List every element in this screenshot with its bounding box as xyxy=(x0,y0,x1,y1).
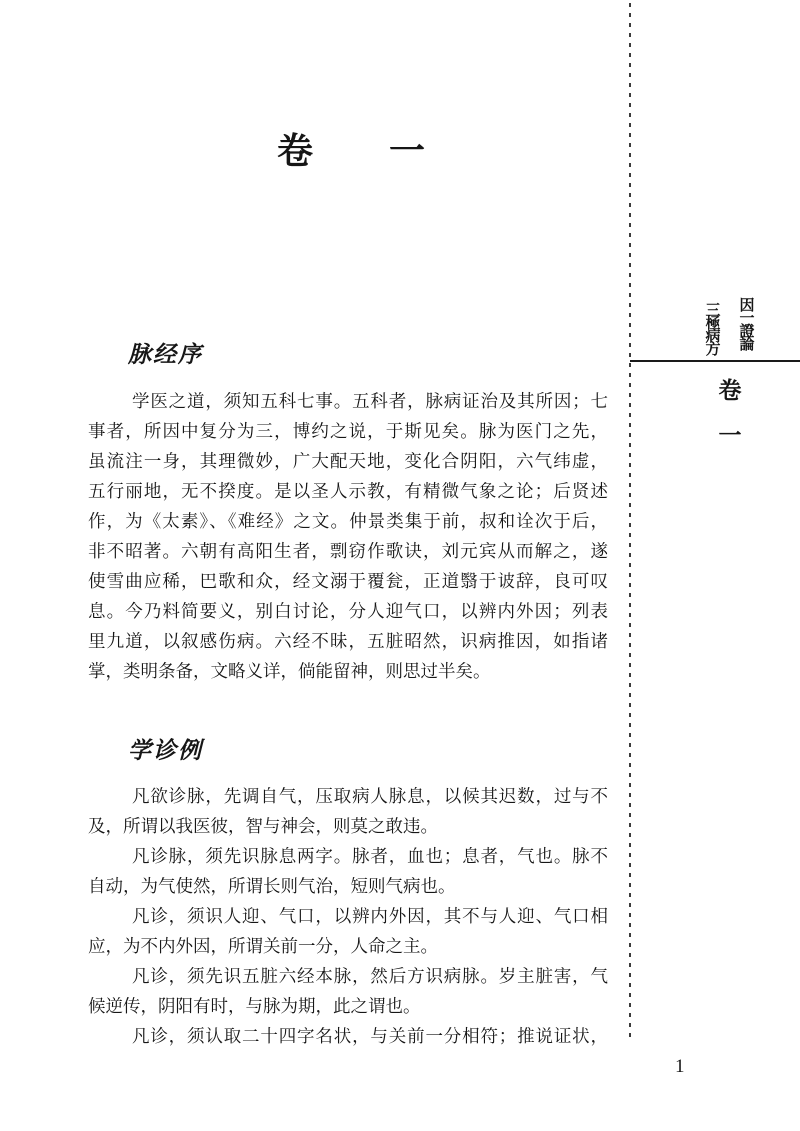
text-line: 事者，所因中复分为三，博约之说，于斯见矣。脉为医门之先， xyxy=(88,421,608,441)
text-line: 息。今乃料简要义，别白讨论，分人迎气口，以辨内外因；列表 xyxy=(88,601,608,621)
text-line: 作，为《太素》、《难经》之文。仲景类集于前，叔和诠次于后， xyxy=(88,511,608,531)
text-line: 非不昭著。六朝有高阳生者，剽窃作歌诀，刘元宾从而解之，遂 xyxy=(88,541,608,561)
seal-char: 論 xyxy=(739,337,755,353)
text-line: 五行丽地，无不揆度。是以圣人示教，有精微气象之论；后贤述 xyxy=(88,481,608,501)
section-heading-maijingxu: 脉经序 xyxy=(128,342,203,367)
seal-char: 方 xyxy=(705,342,721,358)
section-1-body xyxy=(88,386,608,686)
margin-volume-char: 一 xyxy=(718,423,742,449)
volume-title xyxy=(277,132,425,172)
seal-char: 因 xyxy=(739,298,755,314)
margin-divider xyxy=(630,360,800,362)
margin-volume-label xyxy=(716,379,744,448)
volume-title-char: 一 xyxy=(389,131,426,172)
text-line: 凡欲诊脉，先调自气，压取病人脉息，以候其迟数，过与不 xyxy=(132,786,608,806)
seal-column xyxy=(698,305,728,357)
seal-char: 極 xyxy=(705,316,721,332)
text-line: 里九道，以叙感伤病。六经不昧，五脏昭然，识病推因，如指诸 xyxy=(88,631,608,651)
section-2-body xyxy=(88,781,608,1051)
text-line: 自动，为气使然，所谓长则气治，短则气病也。 xyxy=(88,876,456,896)
seal-column xyxy=(732,300,762,357)
volume-title-char: 卷 xyxy=(277,131,314,172)
section-heading-xuezhenli: 学诊例 xyxy=(128,738,203,763)
page-number: 1 xyxy=(675,1056,685,1077)
text-line: 凡诊，须先识五脏六经本脉，然后方识病脉。岁主脏害，气 xyxy=(132,966,608,986)
text-line: 及，所谓以我医彼，智与神会，则莫之敢违。 xyxy=(88,816,438,836)
text-line: 候逆传，阴阳有时，与脉为期，此之谓也。 xyxy=(88,996,421,1016)
text-line: 应，为不内外因，所谓关前一分，人命之主。 xyxy=(88,936,438,956)
margin-volume-char: 卷 xyxy=(718,378,742,404)
seal-char: 證 xyxy=(739,324,755,340)
text-line: 掌，类明条备，文略义详，倘能留神，则思过半矣。 xyxy=(88,661,491,681)
text-line: 虽流注一身，其理微妙，广大配天地，变化合阴阳，六气纬虚， xyxy=(88,451,608,471)
seal-char: 三 xyxy=(705,303,721,319)
text-line: 凡诊，须识人迎、气口，以辨内外因，其不与人迎、气口相 xyxy=(132,906,608,926)
seal-char: 病 xyxy=(705,329,721,345)
text-line: 使雪曲应稀，巴歌和众，经文溺于覆瓮，正道翳于诐辞，良可叹 xyxy=(88,571,608,591)
seal-char: 一 xyxy=(739,311,755,327)
text-line: 凡诊脉，须先识脉息两字。脉者，血也；息者，气也。脉不 xyxy=(132,846,608,866)
text-line: 学医之道，须知五科七事。五科者，脉病证治及其所因；七 xyxy=(132,391,608,411)
text-line: 凡诊，须认取二十四字名状，与关前一分相符；推说证状， xyxy=(132,1026,608,1046)
seal-title xyxy=(698,300,762,357)
dotted-fold-line xyxy=(629,3,631,1043)
